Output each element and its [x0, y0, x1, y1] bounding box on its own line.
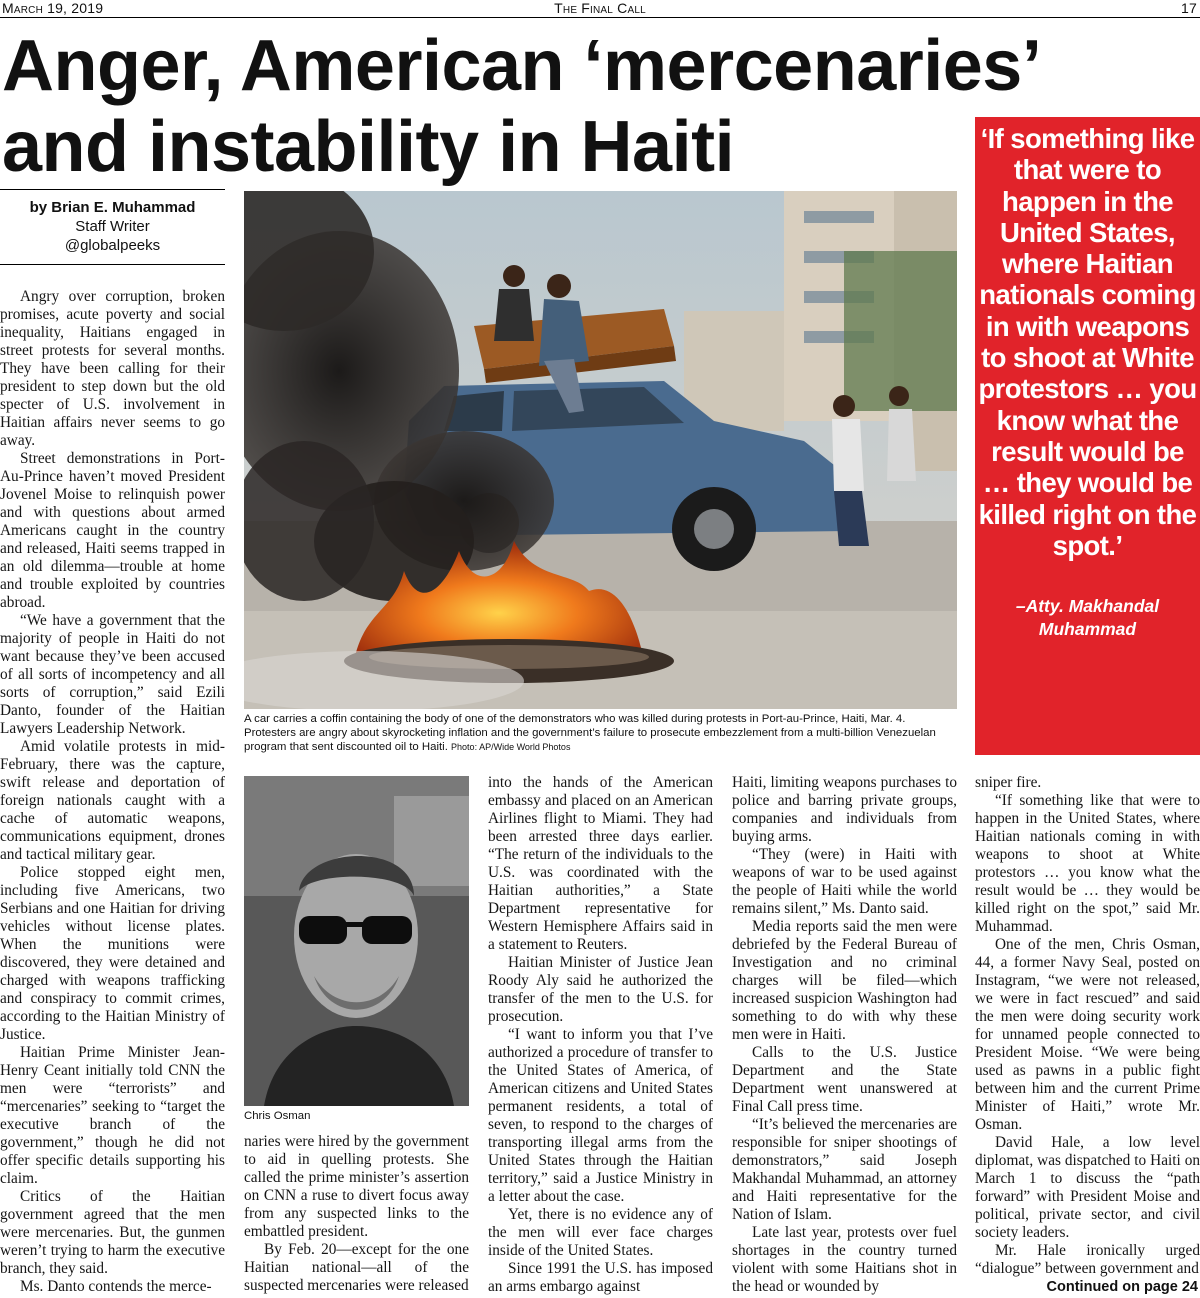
paragraph: naries were hired by the government to aid in quelling protests. She called the prime minister’s assertion on CNN a ruse to divert focus away from any suspected links to the embattled president.	[244, 1133, 469, 1240]
photo-caption	[244, 712, 957, 754]
article-headline	[2, 26, 1042, 188]
pull-quote-text: ‘If something like that were to happen in the United States, where Haitian nationals coming in with weapons to shoot at White protestors … you know what the result would be … they would be killed right on the spot.’	[978, 123, 1197, 561]
paragraph: “We have a government that the majority of people in Haiti do not want because they’ve been accused of all sorts of incompetency and all sorts of corruption,” said Ezili Danto, founder of the Haitian Lawyers Leadership Network.	[0, 612, 225, 737]
paragraph: Haiti, limiting weapons purchases to police and barring private groups, companies and individuals from buying arms.	[732, 774, 957, 845]
paragraph: David Hale, a low level diplomat, was dispatched to Haiti on March 1 to discuss the “path forward” with President Moise and political, private sector, and civil society leaders.	[975, 1134, 1200, 1241]
byline	[0, 189, 225, 265]
paragraph: Amid volatile protests in mid-February, there was the capture, swift release and deportation of foreign nationals caught with a cache of automatic weapons, communications equipment, drones and tactical military gear.	[0, 738, 225, 863]
paragraph: Police stopped eight men, including five Americans, two Serbians and one Haitian for driving vehicles without license plates. When the munitions were discovered, they were detained and charged with weapons trafficking and conspiracy to commit crimes, according to the Haitian Ministry of Justice.	[0, 864, 225, 1043]
paragraph: Late last year, protests over fuel shortages in the country turned violent with some Haitians shot in the head or wounded by	[732, 1224, 957, 1295]
paragraph: into the hands of the American embassy and placed on an American Airlines flight to Miami. They had been arrested three days earlier. “The return of the individuals to the U.S. was coordinated with the Haitian authorities,” a State Department representative for Western Hemisphere Affairs said in a statement to Reuters.	[488, 774, 713, 953]
page-number: 17	[1181, 0, 1197, 16]
running-header	[0, 0, 1200, 18]
paragraph: Ms. Danto contends the merce-	[20, 1278, 212, 1295]
paragraph: “They (were) in Haiti with weapons of war to be used against the people of Haiti while the world remains silent,” Ms. Danto said.	[732, 846, 957, 917]
paragraph: “If something like that were to happen in the United States, where Haitian nationals coming in with weapons to shoot at White protestors … you know what the result would be … they would be killed right on the spot,” said Mr. Muhammad.	[975, 792, 1200, 935]
paragraph: Yet, there is no evidence any of the men will ever face charges inside of the United States.	[488, 1206, 713, 1259]
paragraph: Critics of the Haitian government agreed that the men were mercenaries. But, the gunmen weren’t trying to harm the executive branch, they said.	[0, 1188, 225, 1277]
paragraph: Mr. Hale ironically urged “dialogue” between government and	[975, 1242, 1200, 1277]
author-role: Staff Writer	[75, 218, 150, 235]
continued-jump-line: Continued on page 24	[1041, 1278, 1198, 1296]
article-column-2	[244, 1133, 469, 1295]
paragraph: By Feb. 20—except for the one Haitian national—all of the suspected mercenaries were released	[244, 1241, 469, 1294]
paragraph: One of the men, Chris Osman, 44, a former Navy Seal, posted on Instagram, “we were not released, we were in fact rescued” and said the men were doing security work for unnamed people connected to President Moise. “We were being used as pawns in a public fight between him and the current Prime Minister of Haiti,” wrote Mr. Osman.	[975, 936, 1200, 1133]
portrait-photo	[244, 776, 469, 1106]
protest-photo	[244, 191, 957, 709]
pull-quote	[975, 117, 1200, 755]
paragraph: sniper fire.	[975, 774, 1042, 791]
paragraph: Street demonstrations in Port-Au-Prince haven’t moved President Jovenel Moise to relinquish power and with questions about armed Americans caught in the country and released, Haiti seems trapped in an old dilemma—trouble at home and trouble exploited by countries abroad.	[0, 450, 225, 611]
paragraph: Calls to the U.S. Justice Department and the State Department went unanswered at Final Call press time.	[732, 1044, 957, 1115]
article-column-5	[975, 774, 1200, 1278]
paragraph: Haitian Minister of Justice Jean Roody Aly said he authorized the transfer of the men to the U.S. for prosecution.	[488, 954, 713, 1025]
author-name: by Brian E. Muhammad	[29, 199, 196, 216]
article-column-3	[488, 774, 713, 1296]
attribution-line-2: Muhammad	[1038, 619, 1137, 640]
paragraph: Since 1991 the U.S. has imposed an arms embargo against	[488, 1260, 713, 1295]
portrait-caption: Chris Osman	[244, 1110, 311, 1122]
paragraph: “It’s believed the mercenaries are responsible for sniper shootings of demonstrators,” said Joseph Makhandal Muhammad, an attorney and Haiti representative for the Nation of Islam.	[732, 1116, 957, 1223]
headline-line-1: Anger, American ‘mercenaries’	[2, 26, 1042, 106]
issue-date: March 19, 2019	[2, 0, 104, 16]
paragraph: Angry over corruption, broken promises, acute poverty and social inequality, Haitians engaged in street protests for several months. They have been calling for their president to step down but the old specter of U.S. involvement in Haitian affairs never seems to go away.	[0, 288, 225, 449]
article-column-1	[0, 288, 225, 1296]
article-column-4	[732, 774, 957, 1296]
photo-credit: Photo: AP/Wide World Photos	[451, 742, 571, 752]
publication-name: The Final Call	[554, 0, 646, 16]
attribution-line-1: –Atty. Makhandal	[1015, 596, 1160, 617]
caption-text: A car carries a coffin containing the body of one of the demonstrators who was killed during protests in Port-au-Prince, Haiti, Mar. 4. Protesters are angry about skyrocketing inflation and the government’s failure to prosecute embezzlement from a multi-billion Venezuelan program that sent discounted oil to Haiti.	[244, 713, 936, 753]
paragraph: Media reports said the men were debriefed by the Federal Bureau of Investigation and no criminal charges will be filed—which increased suspicion Washington had something to do with why these men were in Haiti.	[732, 918, 957, 1043]
paragraph: “I want to inform you that I’ve authorized a procedure of transfer to the United States of America, of American citizens and United States permanent residents, a total of seven, to respond to the charges of transporting illegal arms from the United States through the Haitian territory,” said a Justice Ministry in a letter about the case.	[488, 1026, 713, 1205]
paragraph: Haitian Prime Minister Jean-Henry Ceant initially told CNN the men were “terrorists” and “mercenaries” seeking to “target the executive branch of the government,” though he did not offer specific details supporting his claim.	[0, 1044, 225, 1187]
pull-quote-attribution	[975, 595, 1200, 641]
author-handle: @globalpeeks	[64, 237, 161, 254]
headline-line-2: and instability in Haiti	[2, 107, 735, 187]
